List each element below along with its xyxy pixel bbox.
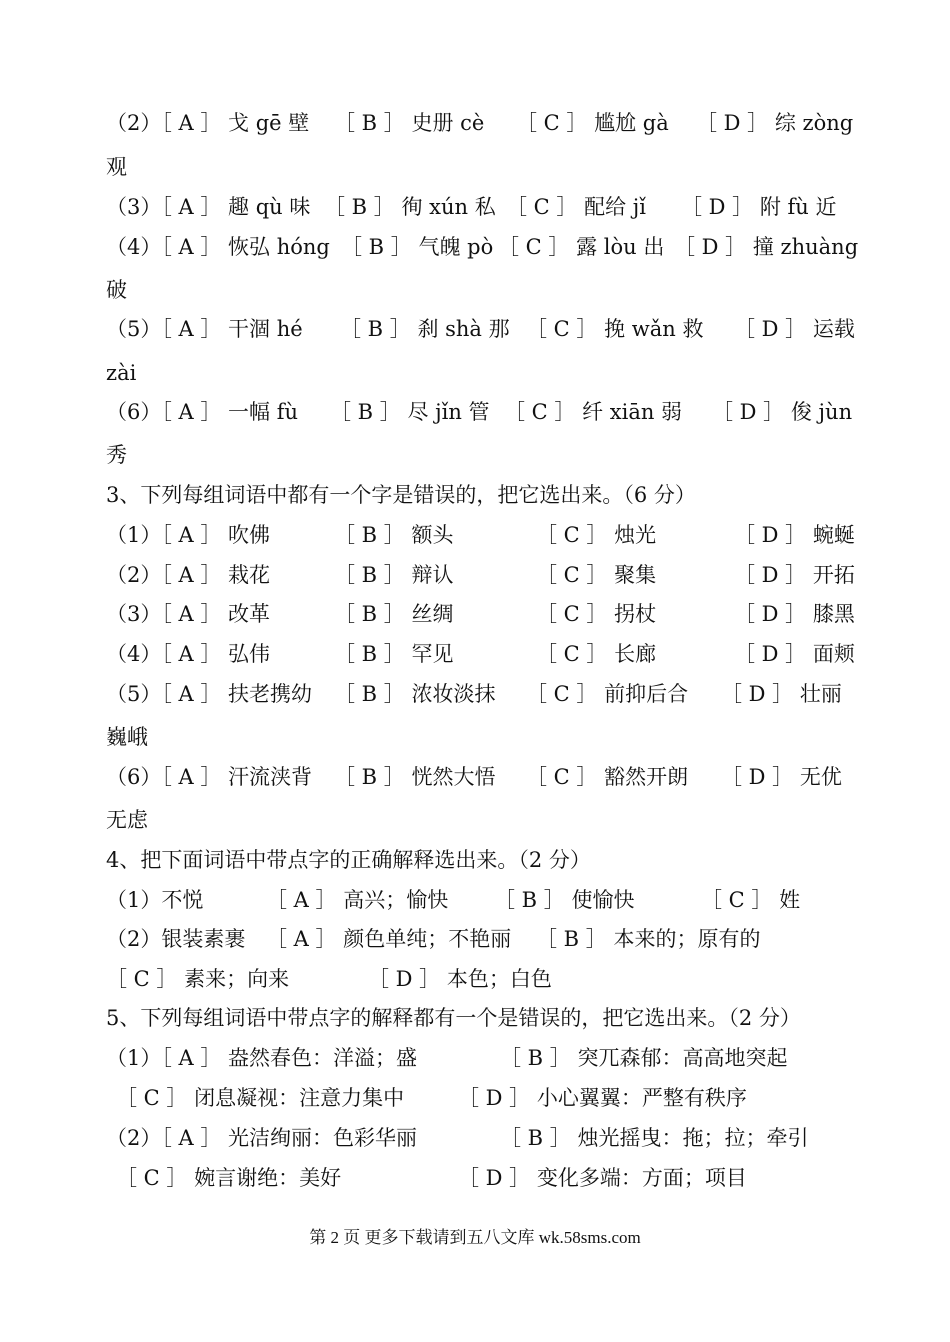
text-line <box>106 922 850 956</box>
option-text: ［ D ］ 膝黑 <box>734 602 855 626</box>
line-lead-text: ［ C ］ 婉言谢绝：美好 <box>116 1166 342 1190</box>
line-lead-text: （1）［ A ］ 盎然春色：洋溢；盛 <box>106 1046 418 1070</box>
text-line <box>106 478 850 512</box>
option-text: ［ B ］ 气魄 pò <box>341 235 494 259</box>
line-lead-text: ［ C ］ 素来；向来 <box>106 967 290 991</box>
option-text: ［ B ］ 浓妆淡抹 <box>334 682 496 706</box>
text-line <box>106 1001 850 1035</box>
line-lead-text: ［ C ］ 闭息凝视：注意力集中 <box>116 1086 405 1110</box>
text-line <box>106 1041 850 1075</box>
option-text: ［ C ］ 拐杖 <box>536 602 657 626</box>
line-lead-text: 3、下列每组词语中都有一个字是错误的，把它选出来。（6 分） <box>106 483 696 507</box>
text-line <box>106 273 850 307</box>
option-text: ［ B ］ 罕见 <box>334 642 454 666</box>
option-text: ［ C ］ 露 lòu 出 <box>498 235 665 259</box>
option-text: ［ B ］ 史册 cè <box>334 111 485 135</box>
option-text: ［ D ］ 附 fù 近 <box>681 195 837 219</box>
option-text: ［ B ］ 突兀森郁：高高地突起 <box>500 1046 788 1070</box>
line-lead-text: （2）［ A ］ 栽花 <box>106 563 271 587</box>
line-lead-text: 5、下列每组词语中带点字的解释都有一个是错误的，把它选出来。（2 分） <box>106 1006 801 1030</box>
line-lead-text: zài <box>106 361 137 385</box>
option-text: ［ C ］ 豁然开朗 <box>526 765 689 789</box>
text-line <box>106 1121 850 1155</box>
line-lead-text: （5）［ A ］ 干涸 hé <box>106 317 303 341</box>
text-line <box>106 803 850 837</box>
line-lead-text: （2）［ A ］ 光洁绚丽：色彩华丽 <box>106 1126 418 1150</box>
option-text: ［ C ］ 纤 xiān 弱 <box>504 400 683 424</box>
option-text: ［ D ］ 面颊 <box>734 642 855 666</box>
line-lead-text: 无虑 <box>106 808 148 832</box>
line-lead-text: 4、把下面词语中带点字的正确解释选出来。（2 分） <box>106 848 591 872</box>
option-text: ［ A ］ 高兴；愉快 <box>266 888 449 912</box>
line-lead-text: （5）［ A ］ 扶老携幼 <box>106 682 313 706</box>
text-line <box>106 720 850 754</box>
line-lead-text: （2）银装素裹 <box>106 927 246 951</box>
text-line <box>106 312 855 346</box>
option-text: ［ B ］ 刹 shà 那 <box>340 317 510 341</box>
option-text: ［ B ］ 徇 xún 私 <box>324 195 496 219</box>
option-text: ［ B ］ 使愉快 <box>494 888 635 912</box>
option-text: ［ C ］ 长廊 <box>536 642 657 666</box>
text-line <box>106 962 850 996</box>
option-text: ［ A ］ 颜色单纯；不艳丽 <box>266 927 512 951</box>
text-line <box>106 637 855 671</box>
text-line <box>106 150 850 184</box>
option-text: ［ D ］ 运载 <box>734 317 855 341</box>
line-lead-text: 秀 <box>106 443 127 467</box>
text-line <box>106 558 855 592</box>
option-text: ［ C ］ 烛光 <box>536 523 657 547</box>
option-text: ［ B ］ 尽 jǐn 管 <box>330 400 490 424</box>
option-text: ［ B ］ 本来的；原有的 <box>536 927 761 951</box>
text-line <box>106 230 859 264</box>
option-text: ［ B ］ 烛光摇曳：拖；拉；牵引 <box>500 1126 809 1150</box>
option-text: ［ C ］ 尴尬 gà <box>516 111 669 135</box>
option-text: ［ D ］ 本色；白色 <box>368 967 552 991</box>
line-lead-text: （2）［ A ］ 戈 gē 壁 <box>106 111 310 135</box>
option-text: ［ D ］ 俊 jùn <box>712 400 853 424</box>
line-lead-text: （1）不悦 <box>106 888 204 912</box>
option-text: ［ B ］ 辩认 <box>334 563 454 587</box>
option-text: ［ B ］ 额头 <box>334 523 454 547</box>
line-lead-text: （6）［ A ］ 一幅 fù <box>106 400 299 424</box>
option-text: ［ C ］ 姓 <box>701 888 801 912</box>
option-text: ［ B ］ 恍然大悟 <box>334 765 496 789</box>
line-lead-text: （4）［ A ］ 弘伟 <box>106 642 271 666</box>
text-line <box>106 395 853 429</box>
text-line <box>106 843 850 877</box>
text-line <box>106 518 855 552</box>
option-text: ［ D ］ 开拓 <box>734 563 855 587</box>
line-lead-text: （1）［ A ］ 吹佛 <box>106 523 271 547</box>
line-lead-text: 破 <box>106 278 127 302</box>
option-text: ［ D ］ 小心翼翼：严整有秩序 <box>458 1086 747 1110</box>
text-line <box>106 356 850 390</box>
option-text: ［ D ］ 壮丽 <box>721 682 842 706</box>
text-line <box>106 1081 850 1115</box>
line-lead-text: （3）［ A ］ 改革 <box>106 602 271 626</box>
line-lead-text: 观 <box>106 155 127 179</box>
line-lead-text: （4）［ A ］ 恢弘 hóng <box>106 235 330 259</box>
line-lead-text: （6）［ A ］ 汗流浃背 <box>106 765 313 789</box>
line-lead-text: 巍峨 <box>106 725 148 749</box>
text-line <box>106 760 850 794</box>
option-text: ［ C ］ 前抑后合 <box>526 682 689 706</box>
text-line <box>106 1161 850 1195</box>
option-text: ［ D ］ 撞 zhuàng <box>674 235 859 259</box>
text-line <box>106 597 855 631</box>
line-lead-text: （3）［ A ］ 趣 qù 味 <box>106 195 311 219</box>
text-line <box>106 677 850 711</box>
option-text: ［ C ］ 配给 jǐ <box>506 195 646 219</box>
option-text: ［ C ］ 聚集 <box>536 563 657 587</box>
option-text: ［ D ］ 综 zòng <box>696 111 854 135</box>
text-line <box>106 883 850 917</box>
text-line <box>106 438 850 472</box>
text-line <box>106 190 850 224</box>
option-text: ［ D ］ 蜿蜒 <box>734 523 855 547</box>
text-line <box>106 106 854 140</box>
option-text: ［ D ］ 变化多端：方面；项目 <box>458 1166 747 1190</box>
option-text: ［ C ］ 挽 wǎn 救 <box>526 317 704 341</box>
page-footer: 第 2 页 更多下载请到五八文库 wk.58sms.com <box>309 1228 641 1247</box>
option-text: ［ D ］ 无优 <box>721 765 842 789</box>
option-text: ［ B ］ 丝绸 <box>334 602 454 626</box>
